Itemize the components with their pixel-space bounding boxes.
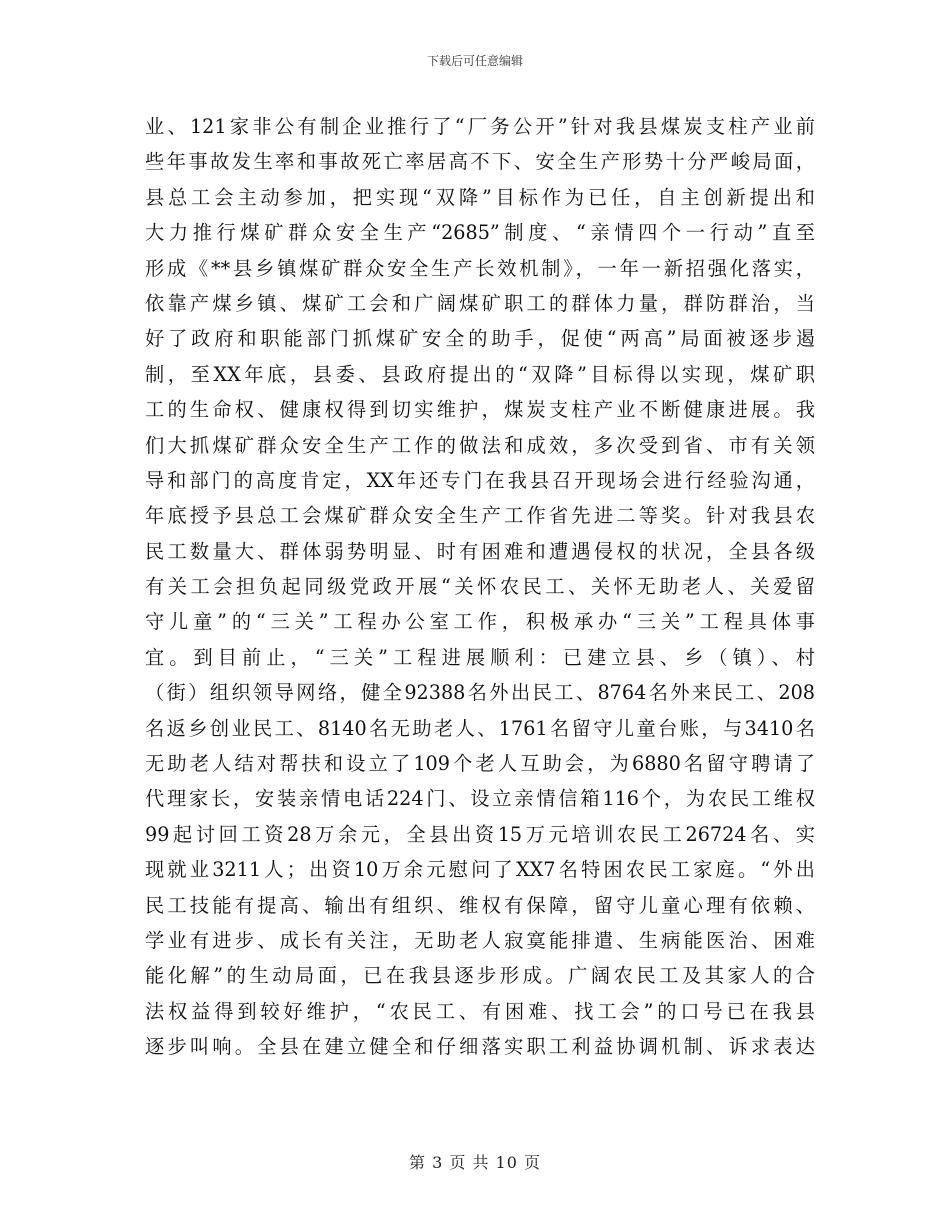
body-line: 形成《**县乡镇煤矿群众安全生产长效机制》，一年一新招强化落实， <box>145 256 815 280</box>
body-line: 导和部门的高度肯定，XX年还专门在我县召开现场会进行经验沟通， <box>145 468 815 492</box>
body-line: 大力推行煤矿群众安全生产“2685”制度、“亲情四个一行动”直至 <box>145 221 815 245</box>
page-header-note: 下载后可任意编辑 <box>426 54 523 68</box>
body-line: 法权益得到较好维护，“农民工、有困难、找工会”的口号已在我县 <box>145 999 815 1023</box>
body-line: 县总工会主动参加，把实现“双降”目标作为已任，自主创新提出和 <box>145 185 815 209</box>
body-line: 民工数量大、群体弱势明显、时有困难和遭遇侵权的状况，全县各级 <box>145 539 815 563</box>
body-line: 代理家长，安装亲情电话224门、设立亲情信箱116个，为农民工维权 <box>145 787 815 811</box>
body-line: 宜。到目前止，“三关”工程进展顺利：已建立县、乡（镇）、村 <box>145 645 815 669</box>
body-line: 工的生命权、健康权得到切实维护，煤炭支柱产业不断健康进展。我 <box>145 398 815 422</box>
body-line: 学业有进步、成长有关注，无助老人寂寞能排遣、生病能医治、困难 <box>145 928 815 952</box>
body-line: 名返乡创业民工、8140名无助老人、1761名留守儿童台账，与3410名 <box>145 716 815 740</box>
body-line: 们大抓煤矿群众安全生产工作的做法和成效，多次受到省、市有关领 <box>145 433 815 457</box>
body-line: 能化解”的生动局面，已在我县逐步形成。广阔农民工及其家人的合 <box>145 964 815 988</box>
body-line: 99起讨回工资28万余元，全县出资15万元培训农民工26724名、实 <box>145 822 815 846</box>
body-line: 现就业3211人；出资10万余元慰问了XX7名特困农民工家庭。“外出 <box>145 858 815 882</box>
body-line: 年底授予县总工会煤矿群众安全生产工作省先进二等奖。针对我县农 <box>145 504 815 528</box>
body-line: 有关工会担负起同级党政开展“关怀农民工、关怀无助老人、关爱留 <box>145 575 815 599</box>
body-line: 逐步叫响。全县在建立健全和仔细落实职工利益协调机制、诉求表达 <box>145 1035 815 1059</box>
body-line: 制，至XX年底，县委、县政府提出的“双降”目标得以实现，煤矿职 <box>145 362 815 386</box>
body-line: 无助老人结对帮扶和设立了109个老人互助会，为6880名留守聘请了 <box>145 752 815 776</box>
body-line: 些年事故发生率和事故死亡率居高不下、安全生产形势十分严峻局面， <box>145 150 815 174</box>
body-line: （街）组织领导网络，健全92388名外出民工、8764名外来民工、208 <box>145 681 815 705</box>
document-body <box>145 109 815 1065</box>
body-line: 业、121家非公有制企业推行了“厂务公开”针对我县煤炭支柱产业前 <box>145 115 815 138</box>
body-line: 守儿童”的“三关”工程办公室工作，积极承办“三关”工程具体事 <box>145 610 815 634</box>
body-line: 好了政府和职能部门抓煤矿安全的助手，促使“两高”局面被逐步遏 <box>145 327 815 351</box>
body-line: 民工技能有提高、输出有组织、维权有保障，留守儿童心理有依赖、 <box>145 893 815 917</box>
page-number: 第 3 页 共 10 页 <box>409 1153 541 1172</box>
body-line: 依靠产煤乡镇、煤矿工会和广阔煤矿职工的群体力量，群防群治，当 <box>145 291 815 315</box>
